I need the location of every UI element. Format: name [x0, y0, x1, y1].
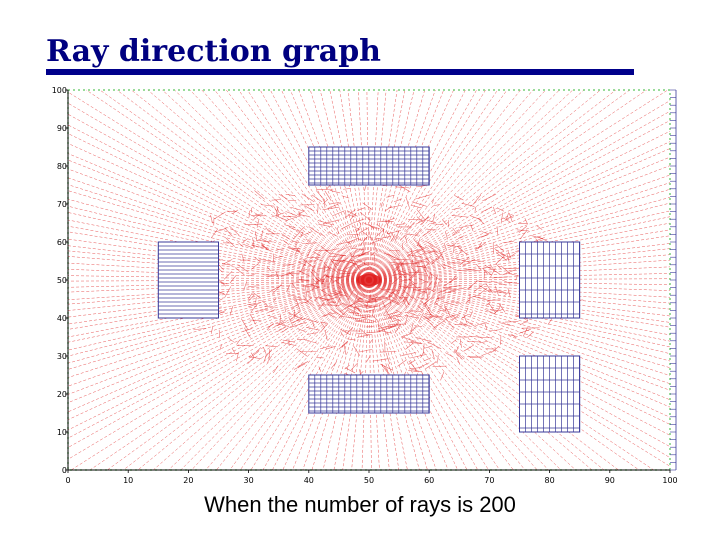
scatter-segment	[443, 302, 456, 305]
scatter-segment	[247, 304, 255, 305]
scatter-segment	[356, 333, 369, 335]
scatter-segment	[303, 259, 314, 267]
y-tick-label: 50	[56, 276, 67, 285]
scatter-segment	[363, 237, 366, 242]
scatter-segment	[482, 194, 496, 201]
scatter-segment	[325, 330, 328, 341]
scatter-segment	[262, 300, 268, 305]
scatter-segment	[415, 229, 422, 236]
scatter-segment	[265, 307, 275, 308]
x-tick-label: 70	[484, 476, 495, 485]
scatter-segment	[410, 313, 418, 316]
scatter-segment	[285, 307, 286, 313]
scatter-segment	[330, 190, 340, 193]
scatter-segment	[497, 208, 504, 211]
scatter-segment	[342, 196, 350, 198]
scatter-segment	[248, 286, 260, 287]
scatter-segment	[380, 351, 397, 352]
scatter-segment	[412, 205, 423, 208]
scatter-segment	[229, 226, 239, 235]
scatter-segment	[433, 321, 443, 328]
scatter-segment	[454, 351, 461, 359]
scatter-segment	[385, 220, 388, 225]
scatter-segment	[265, 346, 277, 347]
scatter-segment	[433, 204, 440, 206]
scatter-segment	[420, 252, 433, 255]
scatter-segment	[400, 234, 407, 240]
scatter-segment	[359, 241, 363, 246]
scatter-segment	[503, 241, 514, 242]
scatter-segment	[276, 256, 284, 257]
scatter-segment	[269, 310, 275, 312]
scatter-segment	[256, 297, 257, 303]
scatter-segment	[373, 359, 388, 361]
scatter-segment	[318, 224, 332, 227]
scatter-segment	[364, 185, 366, 191]
scatter-segment	[491, 281, 506, 285]
scatter-segment	[444, 304, 446, 314]
scatter-segment	[296, 349, 307, 357]
y-tick-label: 100	[51, 86, 67, 95]
x-tick-label: 60	[424, 476, 435, 485]
scatter-segment	[381, 202, 383, 208]
scatter-segment	[339, 342, 347, 350]
scatter-segment	[527, 332, 534, 338]
scatter-segment	[237, 340, 240, 344]
scatter-segment	[225, 287, 231, 298]
scatter-segment	[251, 304, 257, 312]
scatter-segment	[289, 227, 302, 233]
slide-title: Ray direction graph	[46, 34, 381, 69]
y-tick-label: 10	[56, 428, 67, 437]
scatter-segment	[368, 230, 371, 241]
scatter-segment	[400, 286, 408, 287]
scatter-segment	[428, 342, 442, 349]
x-tick-label: 50	[363, 476, 375, 485]
scatter-segment	[410, 354, 427, 358]
scatter-segment	[408, 360, 415, 364]
scatter-segment	[452, 229, 462, 236]
scatter-segment	[382, 300, 394, 307]
x-tick-label: 30	[243, 476, 254, 485]
scatter-segment	[470, 216, 482, 220]
scatter-segment	[293, 232, 300, 239]
scatter-segment	[351, 363, 358, 370]
scatter-segment	[259, 259, 275, 262]
scatter-segment	[337, 227, 338, 234]
scatter-segment	[341, 223, 352, 229]
scatter-segment	[402, 333, 414, 337]
scatter-segment	[478, 218, 485, 224]
scatter-segment	[423, 296, 434, 305]
scatter-segment	[228, 338, 234, 343]
scatter-segment	[224, 259, 232, 263]
scatter-segment	[343, 188, 351, 189]
scatter-segment	[475, 207, 476, 212]
scatter-segment	[232, 348, 235, 353]
y-tick-label: 70	[56, 200, 67, 209]
scatter-segment	[446, 308, 451, 318]
scatter-segment	[263, 275, 272, 276]
scatter-segment	[286, 194, 295, 195]
scatter-segment	[374, 255, 375, 263]
scatter-segment	[268, 323, 273, 327]
scatter-segment	[273, 284, 282, 294]
x-tick-label: 0	[65, 476, 71, 485]
scatter-segment	[548, 319, 552, 325]
scatter-segment	[230, 306, 233, 315]
scatter-segment	[264, 355, 267, 363]
scatter-segment	[211, 326, 213, 334]
scatter-segment	[281, 342, 296, 345]
scatter-segment	[250, 314, 256, 325]
x-tick-label: 80	[544, 476, 555, 485]
y-tick-label: 20	[56, 390, 67, 399]
scatter-segment	[402, 337, 414, 341]
scatter-segment	[342, 341, 348, 347]
scatter-segment	[272, 199, 282, 200]
scatter-segment	[476, 264, 481, 270]
left-block	[158, 242, 218, 318]
y-tick-label: 80	[56, 162, 67, 171]
scatter-segment	[330, 315, 337, 317]
scatter-segment	[432, 199, 433, 204]
scatter-segment	[363, 222, 377, 228]
scatter-segment	[457, 357, 460, 365]
scatter-segment	[446, 286, 460, 288]
scatter-segment	[393, 224, 405, 226]
scatter-segment	[260, 238, 269, 243]
scatter-segment	[537, 236, 548, 241]
scatter-segment	[424, 358, 431, 361]
scatter-segment	[366, 332, 381, 333]
scatter-segment	[244, 281, 247, 290]
scatter-segment	[338, 286, 348, 295]
scatter-segment	[476, 281, 490, 283]
scatter-segment	[424, 346, 431, 348]
scatter-segment	[248, 293, 252, 299]
scatter-segment	[383, 318, 392, 319]
scatter-segment	[320, 295, 325, 298]
ray-source-marker	[357, 274, 381, 286]
scatter-segment	[416, 185, 426, 187]
scatter-segment	[452, 208, 461, 210]
scatter-segment	[263, 347, 266, 354]
scatter-segment	[211, 229, 218, 238]
scatter-segment	[385, 206, 392, 211]
scatter-segment	[506, 273, 520, 277]
scatter-segment	[405, 237, 407, 243]
scatter-segment	[332, 211, 345, 216]
scatter-segment	[481, 207, 492, 212]
scatter-segment	[340, 331, 343, 335]
scatter-segment	[508, 335, 518, 337]
scatter-segment	[249, 357, 261, 359]
scatter-segment	[452, 215, 468, 217]
scatter-segment	[397, 360, 406, 367]
scatter-segment	[432, 283, 436, 291]
scatter-segment	[433, 213, 435, 220]
scatter-segment	[438, 355, 439, 363]
scatter-segment	[314, 296, 319, 301]
scatter-segment	[502, 280, 510, 284]
scatter-segment	[471, 260, 484, 261]
scatter-segment	[483, 268, 488, 275]
scatter-segment	[425, 317, 442, 318]
scatter-segment	[490, 268, 495, 278]
y-tick-label: 30	[56, 352, 67, 361]
y-tick-label: 40	[56, 314, 67, 323]
scatter-segment	[497, 226, 498, 235]
x-tick-label: 40	[303, 476, 314, 485]
scatter-segment	[383, 312, 397, 316]
scatter-segment	[345, 368, 355, 373]
chart-caption: When the number of rays is 200	[204, 492, 516, 517]
scatter-segment	[442, 220, 446, 225]
scatter-segment	[299, 269, 307, 272]
scatter-segment	[375, 247, 377, 253]
scatter-segment	[499, 322, 512, 326]
scatter-segment	[501, 266, 510, 273]
scatter-segment	[478, 337, 492, 338]
scatter-segment	[386, 232, 391, 238]
scatter-segment	[502, 270, 516, 275]
x-tick-label: 90	[604, 476, 615, 485]
scatter-segment	[427, 220, 436, 222]
scatter-segment	[432, 349, 435, 359]
scatter-segment	[309, 227, 315, 231]
y-tick-label: 0	[61, 466, 67, 475]
scatter-segment	[425, 362, 436, 369]
y-tick-label: 60	[56, 238, 67, 247]
scatter-segment	[281, 234, 290, 240]
scatter-segment	[458, 236, 464, 239]
scatter-segment	[233, 210, 238, 214]
scatter-segment	[405, 312, 413, 313]
scatter-segment	[354, 346, 360, 356]
scatter-segment	[359, 328, 368, 336]
scatter-segment	[237, 242, 243, 247]
scatter-segment	[261, 205, 275, 207]
scatter-segment	[485, 302, 490, 306]
scatter-segment	[386, 353, 390, 364]
scatter-segment	[468, 286, 472, 290]
scatter-segment	[360, 349, 373, 352]
x-tick-label: 100	[662, 476, 678, 485]
scatter-segment	[450, 288, 464, 291]
scatter-segment	[269, 349, 270, 360]
scatter-segment	[247, 357, 254, 364]
scatter-segment	[307, 249, 311, 256]
y-tick-label: 90	[56, 124, 67, 133]
scatter-segment	[445, 353, 453, 358]
scatter-segment	[294, 364, 305, 370]
scatter-segment	[273, 366, 278, 373]
scatter-segment	[441, 371, 445, 380]
x-tick-label: 20	[183, 476, 194, 485]
scatter-segment	[370, 208, 371, 213]
scatter-segment	[331, 362, 337, 369]
x-tick-label: 10	[123, 476, 134, 485]
scatter-segment	[451, 340, 456, 344]
scatter-segment	[466, 300, 470, 304]
scatter-segment	[496, 245, 504, 252]
scatter-segment	[241, 319, 247, 329]
scatter-segment	[411, 248, 413, 257]
scatter-segment	[484, 270, 485, 280]
scatter-segment	[457, 246, 467, 255]
scatter-segment	[405, 315, 419, 318]
scatter-segment	[363, 203, 373, 210]
scatter-segment	[486, 271, 491, 275]
scatter-segment	[489, 329, 502, 331]
scatter-segment	[230, 275, 236, 283]
scatter-segment	[460, 339, 461, 348]
scatter-segment	[420, 363, 430, 368]
scatter-segment	[313, 321, 315, 327]
